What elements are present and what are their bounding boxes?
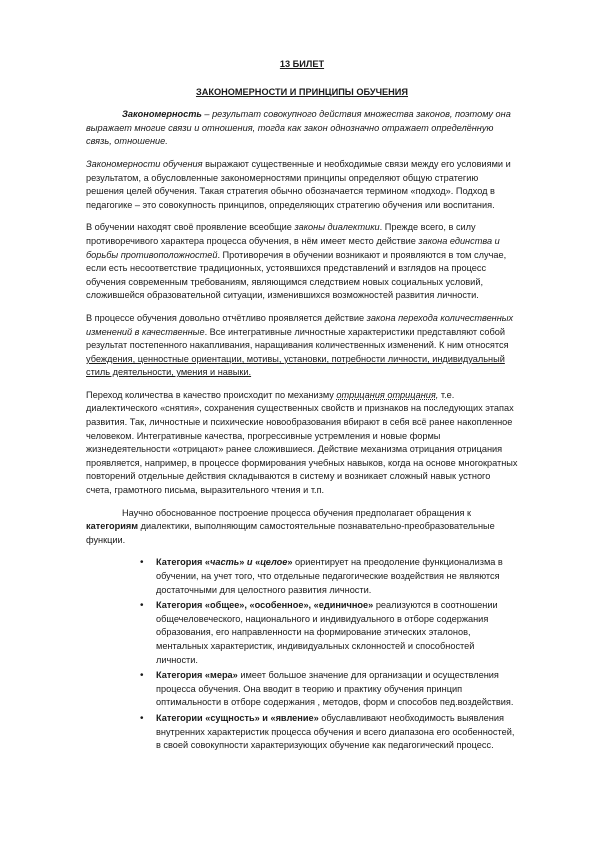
- list-item: [140, 712, 518, 753]
- paragraph-negation: [86, 389, 518, 498]
- paragraph-quantity-quality: [86, 312, 518, 380]
- term-quantity-to-quality: закона перехода количественных изменений в качественные: [86, 312, 514, 337]
- category-name: «: [252, 557, 261, 568]
- ticket-number: 13 БИЛЕТ: [279, 59, 325, 69]
- category-name: и: [246, 557, 253, 568]
- categories-list: [86, 556, 518, 752]
- category-name: Категория «общее», «особенное», «единичное»: [156, 600, 374, 611]
- paragraph-text: выражают существенные и необходимые связи между его условиями и результатом, а обусловленные закономерностями принципы определяют общую стратегию решения целей обучения. Такая стратегия обычно обозначается термином «подход». Подход в педагогике – это совокупность принципов, определяющих стратегию обучения или воспитания.: [86, 158, 511, 210]
- document-body: [86, 58, 518, 755]
- category-description: обуславливают необходимость выявления внутренних характеристик процесса обучения и всего диапазона его особенностей, в своей совокупности характеризующих обучение как педагогический процесс.: [156, 712, 515, 751]
- list-item: [140, 599, 518, 667]
- paragraph-text: . Прежде всего, в силу противоречивого характера процесса обучения, в нём имеет место действие: [86, 222, 476, 246]
- term-negation-of-negation: отрицания отрицания,: [336, 389, 439, 400]
- category-name: часть: [210, 557, 240, 568]
- definition-text: – результат совокупного действия множества законов, поэтому она выражает многие связи и отношения, тогда как закон однозначно отражает определённую связь, отношение.: [86, 109, 511, 147]
- list-item: [140, 669, 518, 710]
- category-description: ориентирует на преодоление функционализма в обучении, на учет того, что отдельные педагогические воздействия не являются достаточными для целостного развития личности.: [156, 557, 503, 595]
- paragraph-text: . Противоречия в обучении возникают и проявляются в том случае, если есть несоответствие традиционных, устоявшихся представлений и взглядов на процесс обучения современным требованиям, являющимся следствием новых социальных условий, сложившейся образовательной ситуации, изменившихся возможностей развития личности.: [86, 249, 507, 301]
- paragraph-text: В процессе обучения довольно отчётливо проявляется действие: [86, 312, 367, 323]
- bullet-icon: •: [140, 670, 144, 682]
- category-name: Категория «: [156, 557, 211, 568]
- term-dialectics-laws: законы диалектики: [294, 222, 380, 233]
- category-name: целое: [260, 557, 288, 568]
- category-name: Категория «мера»: [156, 670, 238, 681]
- list-item: [140, 556, 518, 597]
- bullet-icon: •: [140, 712, 144, 724]
- paragraph-text: Научно обоснованное построение процесса обучения предполагает обращения к: [122, 507, 472, 518]
- category-name: »: [287, 557, 293, 568]
- category-name: Категории «сущность» и «явление»: [156, 712, 319, 723]
- term-unity-of-opposites: закона единства и борьбы противоположностей: [86, 235, 500, 260]
- topic-heading: ЗАКОНОМЕРНОСТИ И ПРИНЦИПЫ ОБУЧЕНИЯ: [195, 86, 409, 97]
- bullet-icon: •: [140, 600, 144, 612]
- paragraph-categories-intro: [86, 507, 518, 548]
- paragraph-dialectics: [86, 221, 518, 303]
- term-categories: категориям: [86, 521, 139, 532]
- bullet-icon: •: [140, 557, 144, 569]
- term-learning-laws: Закономерности обучения: [86, 158, 203, 169]
- paragraph-text: Переход количества в качество происходит по механизму: [86, 389, 337, 400]
- paragraph-learning-laws: [86, 158, 518, 212]
- term-zakonomernost: Закономерность: [122, 109, 202, 120]
- underlined-characteristics: убеждения, ценностные ориентации, мотивы, установки, потребности личности, индивидуальный стиль деятельности, умения и навыки.: [86, 353, 505, 378]
- paragraph-text: В обучении находят своё проявление всеобщие: [86, 222, 295, 233]
- paragraph-text: . Все интегративные личностные характеристики представляют собой результат постепенного накапливания, наращивания количественных изменений. К ним относятся: [86, 326, 509, 351]
- category-description: реализуются в соотношении общечеловеческого, национального и индивидуального в отборе содержания образования, его направленности на формирование этических эталонов, ментальных характеристик, индивидуальных склонностей и способностей личности.: [156, 600, 498, 665]
- category-name: »: [239, 557, 247, 568]
- paragraph-text: т.е. диалектического «снятия», сохранения существенных свойств и признаков на последующих этапах развития. Так, личностные и психические новообразования вбирают в себя всё ранее накопленное человеком. Интегративные качества, прогрессивные устремления и новые формы жизнедеятельности «отрицают» ранее сложившиеся. Действие механизма отрицания отрицания проявляется, например, в процессе формирования учебных навыков, когда на основе многократных повторений отдельные действия складываются в систему и возникает сложный навык устного счета, грамотного письма, выразительного чтения и т.п.: [86, 389, 518, 496]
- paragraph-text: диалектики, выполняющим самостоятельные познавательно-преобразовательные функции.: [86, 521, 495, 545]
- category-description: имеет большое значение для организации и осуществления процесса обучения. Она вводит в теорию и практику обучения принцип оптимальности в отборе содержания , методов, форм и способов пед.воздействия.: [156, 670, 514, 708]
- paragraph-definition: [86, 108, 518, 149]
